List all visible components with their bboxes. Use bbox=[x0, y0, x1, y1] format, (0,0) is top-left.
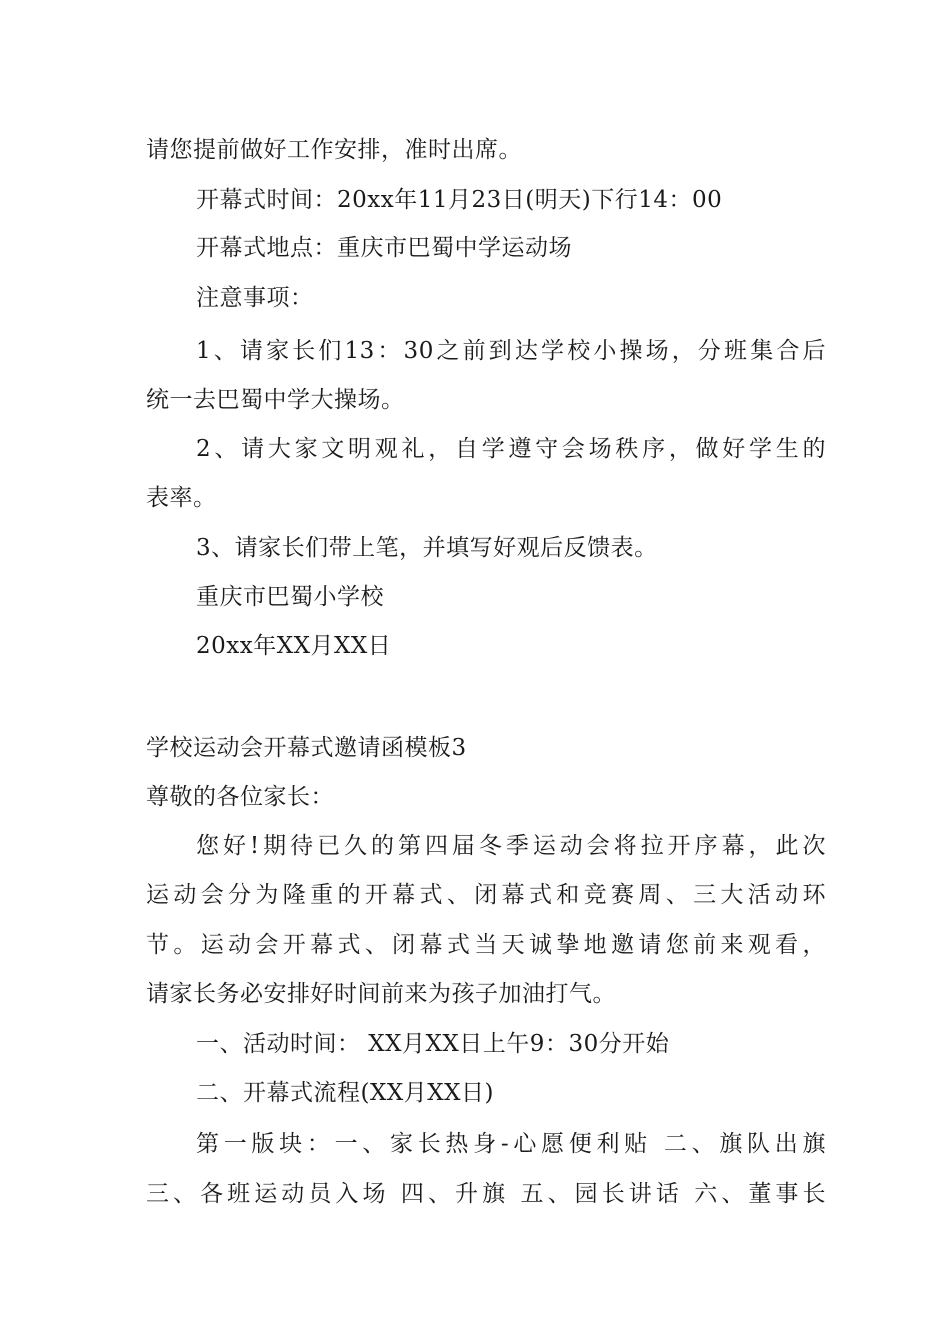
paragraph-tail: 请您提前做好工作安排，准时出席。 bbox=[146, 137, 522, 163]
body-line-1: 您好!期待已久的第四届冬季运动会将拉开序幕，此次 bbox=[196, 833, 826, 859]
note-3: 3、请家长们带上笔，并填写好观后反馈表。 bbox=[196, 535, 658, 561]
section-title: 学校运动会开幕式邀请函模板3 bbox=[146, 735, 467, 761]
note-1-line-1: 1、请家长们13：30之前到达学校小操场，分班集合后 bbox=[196, 338, 826, 364]
salutation: 尊敬的各位家长： bbox=[146, 784, 334, 810]
signature-date: 20xx年XX月XX日 bbox=[196, 633, 392, 659]
signature-school: 重庆市巴蜀小学校 bbox=[196, 584, 384, 610]
flow-line-2: 三、各班运动员入场 四、升旗 五、园长讲话 六、董事长 bbox=[146, 1181, 826, 1207]
activity-time: 一、活动时间： XX月XX日上午9：30分开始 bbox=[196, 1031, 670, 1057]
flow-line-1: 第一版块：一、家长热身-心愿便利贴 二、旗队出旗 bbox=[196, 1131, 826, 1157]
body-line-4: 请家长务必安排好时间前来为孩子加油打气。 bbox=[146, 981, 616, 1007]
note-2-line-1: 2、请大家文明观礼，自学遵守会场秩序，做好学生的 bbox=[196, 436, 826, 462]
opening-place: 开幕式地点：重庆市巴蜀中学运动场 bbox=[196, 235, 572, 261]
note-2-line-2: 表率。 bbox=[146, 485, 217, 511]
body-line-3: 节。运动会开幕式、闭幕式当天诚挚地邀请您前来观看， bbox=[146, 932, 826, 958]
body-line-2: 运动会分为隆重的开幕式、闭幕式和竞赛周、三大活动环 bbox=[146, 882, 826, 908]
opening-time: 开幕式时间：20xx年11月23日(明天)下行14：00 bbox=[196, 187, 723, 213]
flow-heading: 二、开幕式流程(XX月XX日) bbox=[196, 1080, 494, 1106]
notes-heading: 注意事项： bbox=[196, 285, 314, 311]
note-1-line-2: 统一去巴蜀中学大操场。 bbox=[146, 387, 405, 413]
